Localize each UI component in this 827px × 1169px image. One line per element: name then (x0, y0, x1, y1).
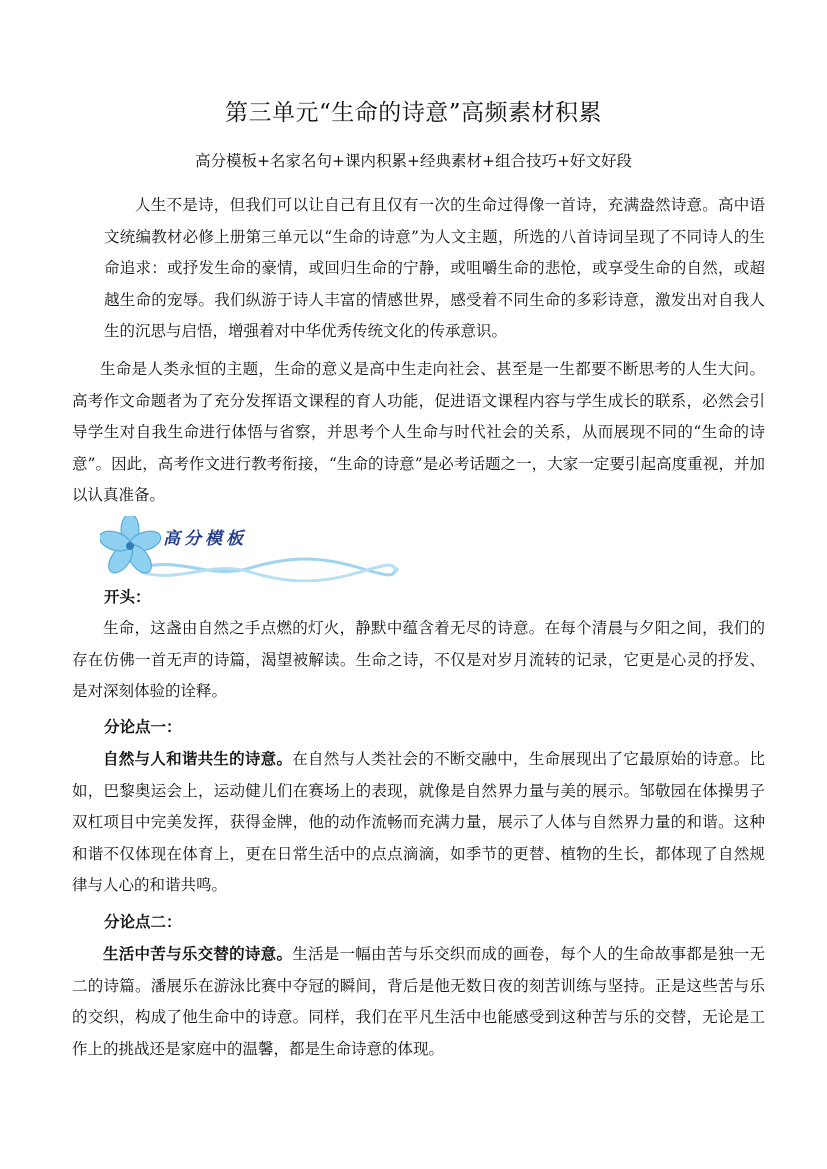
opening-paragraph: 生命，这盏由自然之手点燃的灯火，静默中蕴含着无尽的诗意。在每个清晨与夕阳之间，我们的存在仿佛一首无声的诗篇，渴望被解读。生命之诗，不仅是对岁月流转的记录，它更是心灵的抒发、是对深刻体验的诠释。 (72, 619, 765, 700)
point-one-text: 在自然与人类社会的不断交融中，生命展现出了它最原始的诗意。比如，巴黎奥运会上，运动健儿们在赛场上的表现，就像是自然界力量与美的展示。邹敬园在体操男子双杠项目中完美发挥，获得金牌，他的动作流畅而充满力量，展示了人体与自然界力量的和谐。这种和谐不仅体现在体育上，更在日常生活中的点点滴滴，如季节的更替、植物的生长，都体现了自然规律与人心的和谐共鸣。 (72, 750, 765, 894)
point-two-text: 生活是一幅由苦与乐交织而成的画卷，每个人的生命故事都是独一无二的诗篇。潘展乐在游泳比赛中夺冠的瞬间，背后是他无数日夜的刻苦训练与坚持。正是这些苦与乐的交织，构成了他生命中的诗意。同样，我们在平凡生活中也能感受到这种苦与乐的交替，无论是工作上的挑战还是家庭中的温馨，都是生命诗意的体现。 (72, 945, 765, 1058)
point-two-lead: 生活中苦与乐交替的诗意。 (103, 944, 293, 963)
flower-icon (100, 516, 163, 577)
point-one-label: 分论点一： (104, 717, 182, 736)
page-title: 第三单元“生命的诗意”高频素材积累 (224, 100, 603, 126)
page-subtitle: 高分模板+名家名句+课内积累+经典素材+组合技巧+好文好段 (195, 152, 632, 170)
point-two-label: 分论点二： (104, 912, 182, 931)
point-one-paragraph (72, 743, 765, 902)
intro-paragraph-1: 人生不是诗，但我们可以让自己有且仅有一次的生命过得像一首诗，充满盎然诗意。高中语文统编教材必修上册第三单元以“生命的诗意”为人文主题，所选的八首诗词呈现了不同诗人的生命追求：或抒发生命的豪情，或回归生命的宁静，或咀嚼生命的悲怆，或享受生命的自然，或超越生命的宠辱。我们纵游于诗人丰富的情感世界，感受着不同生命的多彩诗意，激发出对自我人生的沉思与启悟，增强着对中华优秀传统文化的传承意识。 (104, 196, 765, 340)
section-banner-graphic (100, 516, 400, 582)
section-banner-title: 高分模板 (163, 529, 247, 549)
point-one-lead: 自然与人和谐共生的诗意。 (103, 749, 293, 768)
opening-label: 开头： (104, 587, 151, 606)
point-two-paragraph (72, 938, 765, 1065)
intro-paragraph-2: 生命是人类永恒的主题，生命的意义是高中生走向社会、甚至是一生都要不断思考的人生大问。高考作文命题者为了充分发挥语文课程的育人功能，促进语文课程内容与学生成长的联系，必然会引导学生对自我生命进行体悟与省察，并思考个人生命与时代社会的关系，从而展现不同的“生命的诗意”。因此，高考作文进行教考衔接，“生命的诗意”是必考话题之一，大家一定要引起高度重视，并加以认真准备。 (72, 360, 765, 504)
